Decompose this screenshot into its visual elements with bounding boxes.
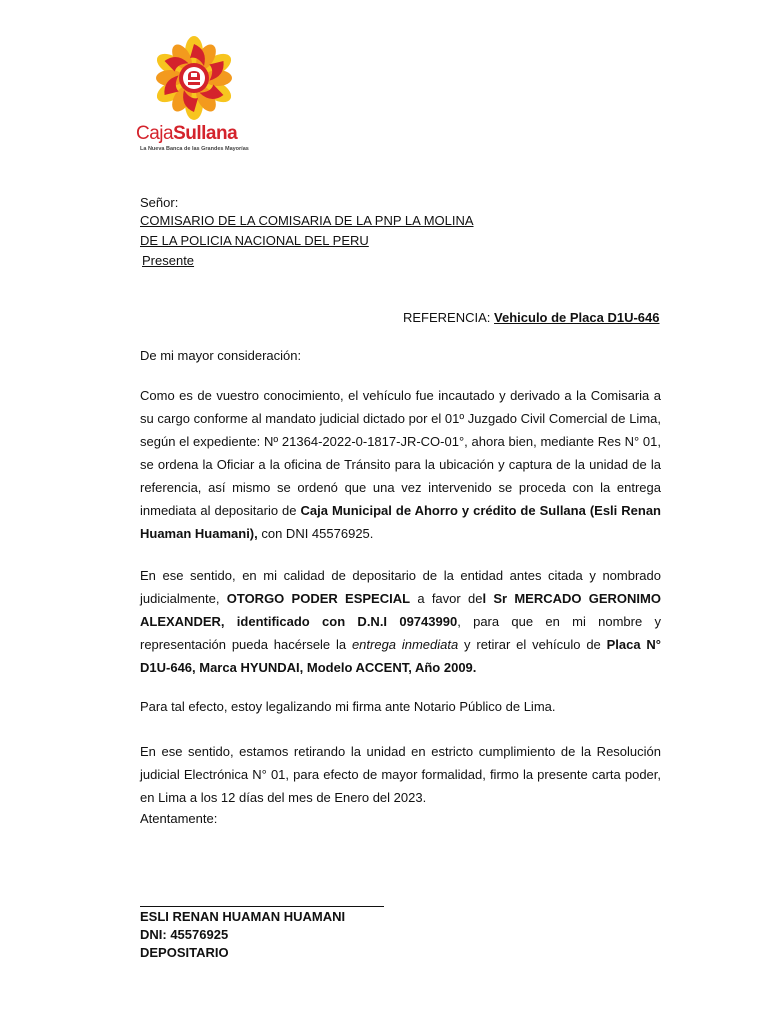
recipient-presente: Presente (142, 253, 195, 268)
brand-part-caja: Caja (136, 123, 174, 144)
signature-line (140, 906, 384, 907)
recipient-line-2: DE LA POLICIA NACIONAL DEL PERU (140, 233, 369, 248)
paragraph-1-end: con DNI 45576925. (257, 526, 374, 541)
paragraph-2-bold-1: OTORGO PODER ESPECIAL (226, 591, 411, 606)
reference-label: REFERENCIA: (403, 310, 491, 325)
paragraph-4: En ese sentido, estamos retirando la unidad en estricto cumplimiento de la Resolución judicial Electrónica N° 01, para efecto de mayor formalidad, firmo la presente carta poder, en Lima a los 12 días del mes de Enero del 2023. (140, 744, 661, 805)
closing: Atentamente: (140, 811, 218, 826)
paragraph-2 (140, 564, 661, 679)
paragraph-1 (140, 384, 661, 545)
reference-line (403, 310, 660, 326)
paragraph-2-text-2: a favor de (410, 591, 483, 606)
paragraph-1-text: Como es de vuestro conocimiento, el vehículo fue incautado y derivado a la Comisaria a su cargo conforme al mandato judicial dictado por el 01º Juzgado Civil Comercial de Lima, según el expediente: Nº 21364-2022-0-1817-JR-CO-01°, ahora bien, mediante Res N° 01, se ordena la Oficiar a la oficina de Tránsito para la ubicación y captura de la unidad de la referencia, así mismo se ordenó que una vez intervenido se proceda con la entrega inmediata al depositario de (140, 388, 661, 518)
caja-sullana-logo (132, 36, 260, 156)
paragraph-2-italic: entrega inmediata (351, 637, 459, 652)
paragraph-2-text-1: En ese sentido, en mi calidad de depositario de la entidad antes citada y nombrado judicialmente, (140, 568, 661, 606)
brand-slogan: La Nueva Banca de las Grandes Mayorías (140, 146, 249, 152)
reference-value: Vehiculo de Placa D1U-646 (494, 310, 660, 325)
sun-emblem-icon (142, 36, 246, 124)
signer-dni: DNI: 45576925 (140, 927, 229, 942)
paragraph-2-bold-3: Placa N° D1U-646, Marca HYUNDAI, Modelo ACCENT, Año 2009. (140, 637, 661, 675)
recipient-line-1: COMISARIO DE LA COMISARIA DE LA PNP LA MOLINA (140, 213, 474, 228)
greeting: De mi mayor consideración: (140, 348, 302, 363)
paragraph-2-text-3: , para que en mi nombre y representación pueda hacérsele la (140, 614, 662, 652)
brand-part-sullana: Sullana (173, 123, 238, 144)
paragraph-2-text-4: y retirar el vehículo de (458, 637, 607, 652)
paragraph-2-bold-2: l Sr MERCADO GERONIMO ALEXANDER, identificado con D.N.I 09743990 (140, 591, 661, 629)
signer-name: ESLI RENAN HUAMAN HUAMANI (140, 909, 346, 924)
brand-name (136, 123, 237, 145)
paragraph-3: Para tal efecto, estoy legalizando mi firma ante Notario Público de Lima. (140, 699, 556, 714)
signer-role: DEPOSITARIO (140, 945, 229, 960)
salutation: Señor: (140, 195, 179, 210)
paragraph-1-depositary: Caja Municipal de Ahorro y crédito de Sullana (Esli Renan Huaman Huamani), (140, 503, 661, 541)
